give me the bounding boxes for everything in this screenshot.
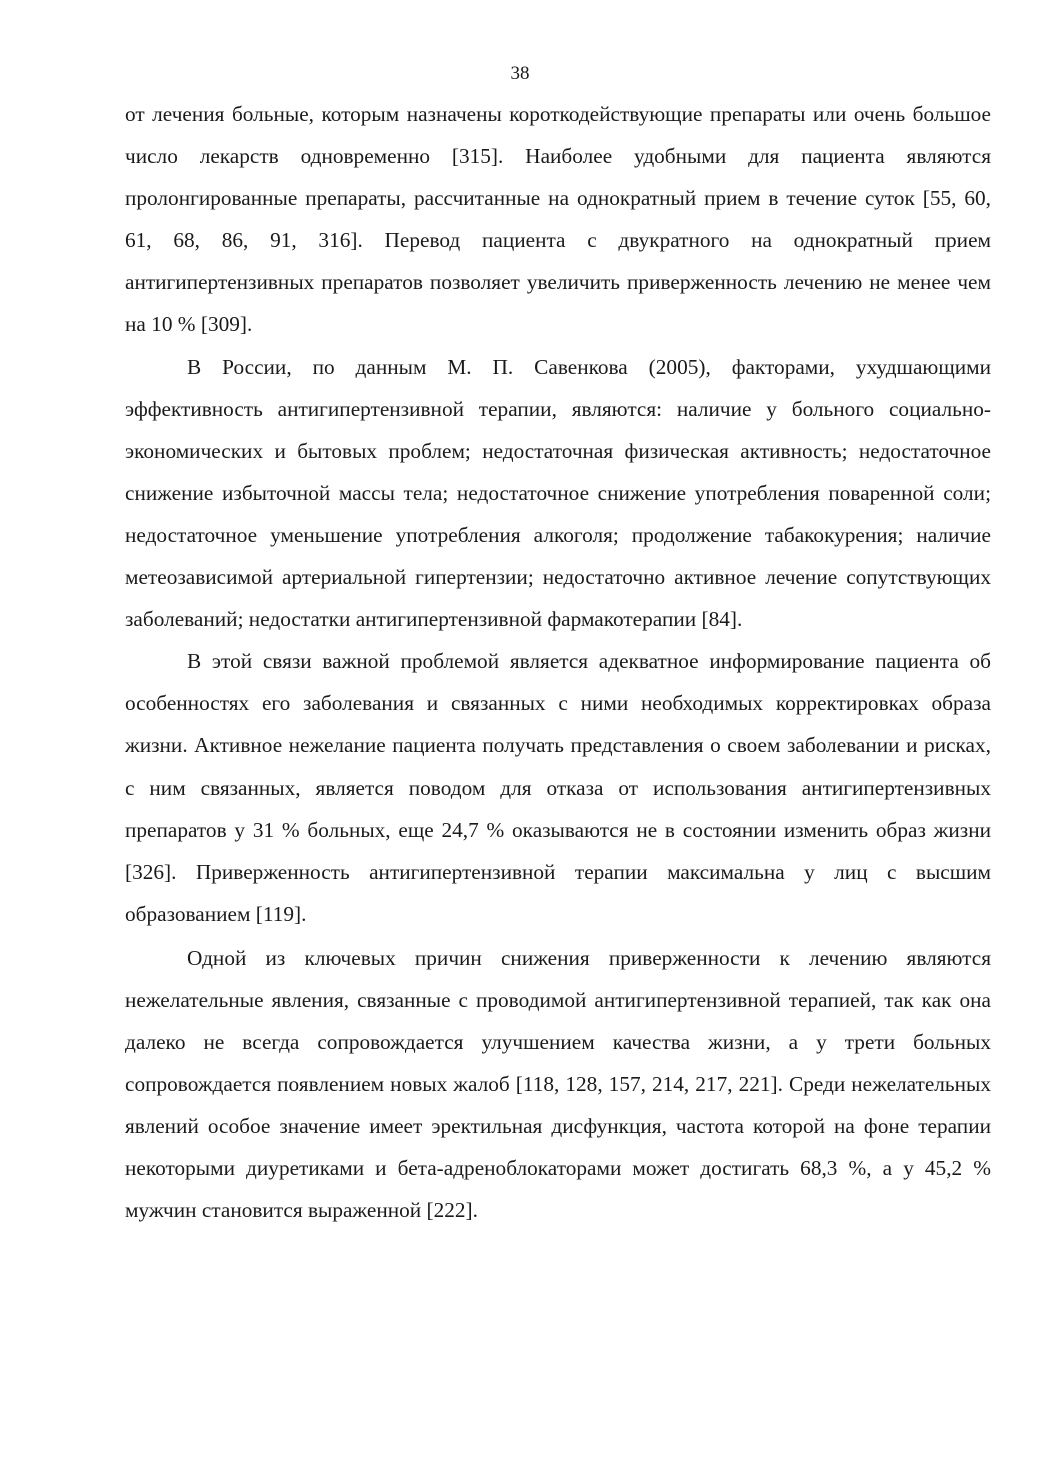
page-number: 38 [510,63,530,84]
body-text [125,93,991,1232]
paragraph-3: В этой связи важной проблемой является адекватное информирование пациента об особенностях его заболевания и связанных с ними необходимых корректировках образа жизни. Активное нежелание пациента получать представления о своем заболевании и рисках, с ним связанных, является поводом для отказа от использования антигипертензивных препаратов у 31 % больных, еще 24,7 % оказываются не в состоянии изменить образ жизни [326]. Приверженность антигипертензивной терапии максимальна у лиц с высшим образованием [119]. [125,649,991,926]
paragraph-4: Одной из ключевых причин снижения приверженности к лечению являются нежелательные явления, связанные с проводимой антигипертензивной терапией, так как она далеко не всегда сопровождается улучшением качества жизни, а у трети больных сопровождается появлением новых жалоб [118, 128, 157, 214, 217, 221]. Среди нежелательных явлений особое значение имеет эректильная дисфункция, частота которой на фоне терапии некоторыми диуретиками и бета-адреноблокаторами может достигать 68,3 %, а у 45,2 % мужчин становится выраженной [222]. [125,945,991,1223]
paragraph-1: от лечения больные, которым назначены короткодействующие препараты или очень большое число лекарств одновременно [315]. Наиболее удобными для пациента являются пролонгированные препараты, рассчитанные на однократный прием в течение суток [55, 60, 61, 68, 86, 91, 316]. Перевод пациента с двукратного на однократный прием антигипертензивных препаратов позволяет увеличить приверженность лечению не менее чем на 10 % [309]. [125,102,991,337]
paragraph-2: В России, по данным М. П. Савенкова (2005), факторами, ухудшающими эффективность антигипертензивной терапии, являются: наличие у больного социально-экономических и бытовых проблем; недостаточная физическая активность; недостаточное снижение избыточной массы тела; недостаточное снижение употребления поваренной соли; недостаточное уменьшение употребления алкоголя; продолжение табакокурения; наличие метеозависимой артериальной гипертензии; недостаточно активное лечение сопутствующих заболеваний; недостатки антигипертензивной фармакотерапии [84]. [125,354,991,632]
